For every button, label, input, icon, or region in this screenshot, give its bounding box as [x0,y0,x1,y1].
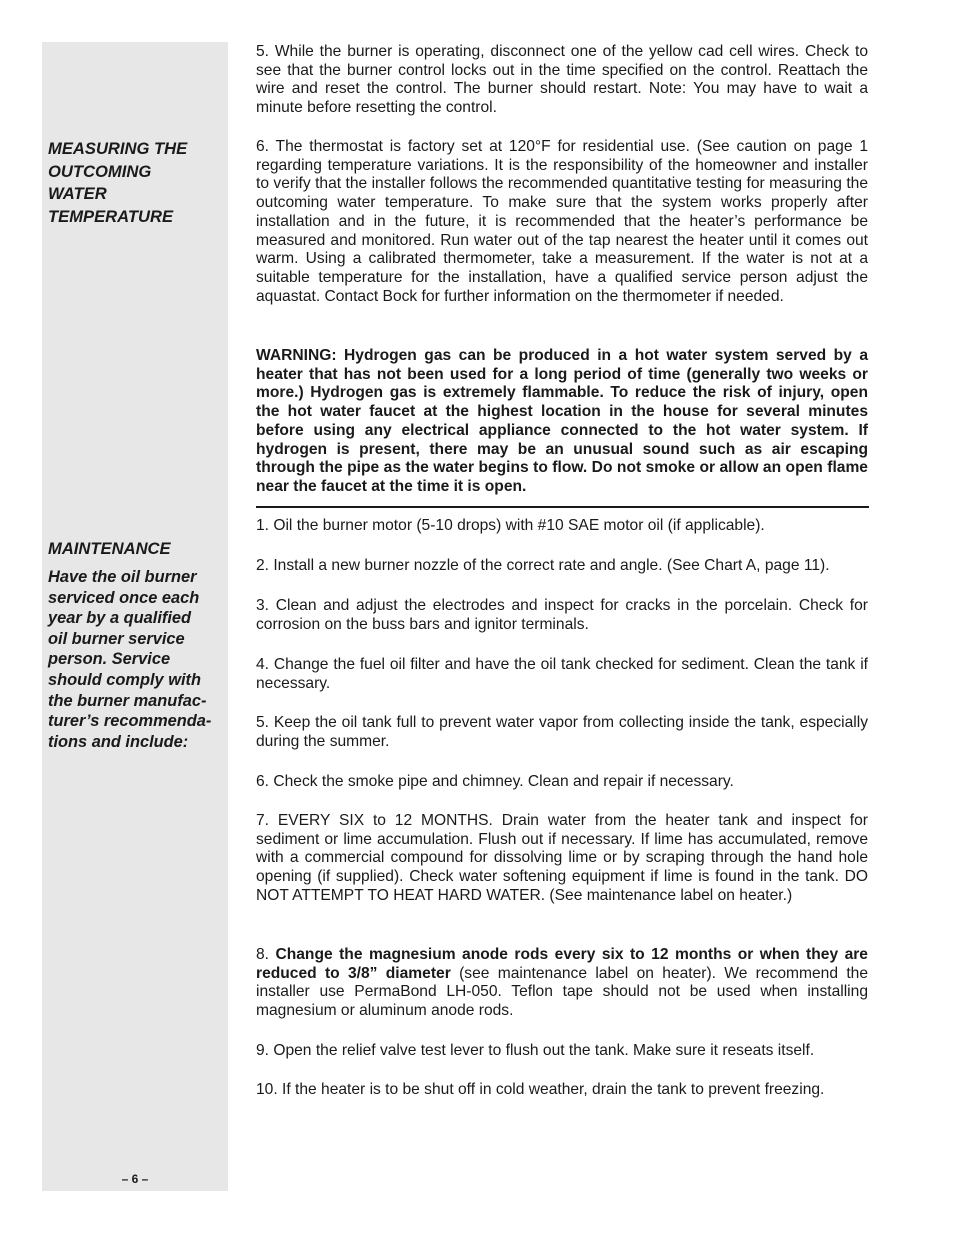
maintenance-item-10: 10. If the heater is to be shut off in cold weather, drain the tank to prevent freezing. [256,1081,825,1098]
hydrogen-warning: WARNING: Hydrogen gas can be produced in a hot water system served by a heater that has not been used for a long period of time (generally two weeks or more.) Hydrogen gas is extremely flammable. To reduce the risk of injury, open the hot water faucet at the highest location in the house for several minutes before using any electrical appliance connected to the hot water system. If hydrogen is present, there may be an unusual sound such as air escaping through the pipe as the water begins to flow. Do not smoke or allow an open flame near the faucet at the time it is open. [256,347,868,495]
section-divider [256,506,869,508]
maintenance-item-3: 3. Clean and adjust the electrodes and inspect for cracks in the porcelain. Check for corrosion on the buss bars and ignitor terminals. [256,597,868,633]
maintenance-note-line: tions and include: [48,732,189,751]
maintenance-note-line: should comply with [48,670,201,689]
page-number: – 6 – [121,1172,149,1186]
maintenance-note-line: the burner manufac- [48,691,207,710]
maintenance-heading: MAINTENANCE [48,539,171,558]
maintenance-item-5: 5. Keep the oil tank full to prevent water vapor from collecting inside the tank, especially during the summer. [256,714,868,750]
maintenance-item-7: 7. EVERY SIX to 12 MONTHS. Drain water from the heater tank and inspect for sediment or lime accumulation. Flush out if necessary. If lime has accumulated, remove with a commercial compound for dissolving lime or by scraping through the hand hole opening (if supplied). Check water softening equipment if lime is found in the tank. DO NOT ATTEMPT TO HEAT HARD WATER. (See maintenance label on heater.) [256,812,868,904]
maintenance-item-4: 4. Change the fuel oil filter and have the oil tank checked for sediment. Clean the tank if necessary. [256,656,868,692]
maintenance-item-1: 1. Oil the burner motor (5-10 drops) with #10 SAE motor oil (if applicable). [256,517,765,534]
maintenance-note-line: oil burner service [48,629,185,648]
maintenance-note [48,567,224,752]
maintenance-item-6: 6. Check the smoke pipe and chimney. Clean and repair if necessary. [256,773,734,790]
item-8-emphasis: Change the magnesium anode rods every six to 12 months or when they are reduced to 3/8” diameter [256,946,868,982]
item-8-number: 8. [256,946,270,963]
maintenance-note-line: Have the oil burner [48,568,197,586]
measuring-heading-line: TEMPERATURE [48,206,174,226]
maintenance-note-line: serviced once each [48,588,200,607]
measuring-heading [48,138,223,228]
maintenance-note-line: year by a qualified [48,609,192,628]
measuring-heading-line: OUTCOMING [48,161,152,181]
maintenance-note-line: turer’s recommenda- [48,712,212,731]
thermostat-step-6: 6. The thermostat is factory set at 120°F for residential use. (See caution on page 1 regarding temperature variations. It is the responsibility of the homeowner and installer to verify that the installer follows the recommended quantitative testing for measuring the outcoming water temperature. To make sure that the system works properly after installation and in the future, it is recommended that the heater’s performance be measured and monitored. Run water out of the tap nearest the heater until it comes out warm. Using a calibrated thermometer, take a measurement. If the water is not at a suitable temperature for the installation, have a qualified service person adjust the aquastat. Contact Bock for further information on the thermometer if needed. [256,138,868,305]
measuring-heading-line: WATER [48,184,107,203]
maintenance-note-line: person. Service [48,650,171,669]
measuring-heading-line: MEASURING THE [48,139,188,158]
maintenance-item-8 [256,946,868,1021]
item-8-rest: (see maintenance label on heater). We recommend the installer use PermaBond LH-050. Teflon tape should not be used when installing magnesium or aluminum anode rods. [256,964,868,1020]
maintenance-item-2: 2. Install a new burner nozzle of the correct rate and angle. (See Chart A, page 11). [256,557,830,574]
maintenance-item-9: 9. Open the relief valve test lever to flush out the tank. Make sure it reseats itself. [256,1042,815,1059]
burner-step-5: 5. While the burner is operating, disconnect one of the yellow cad cell wires. Check to see that the burner control locks out in the time specified on the control. Reattach the wire and reset the control. The burner should restart. Note: You may have to wait a minute before resetting the control. [256,43,868,117]
